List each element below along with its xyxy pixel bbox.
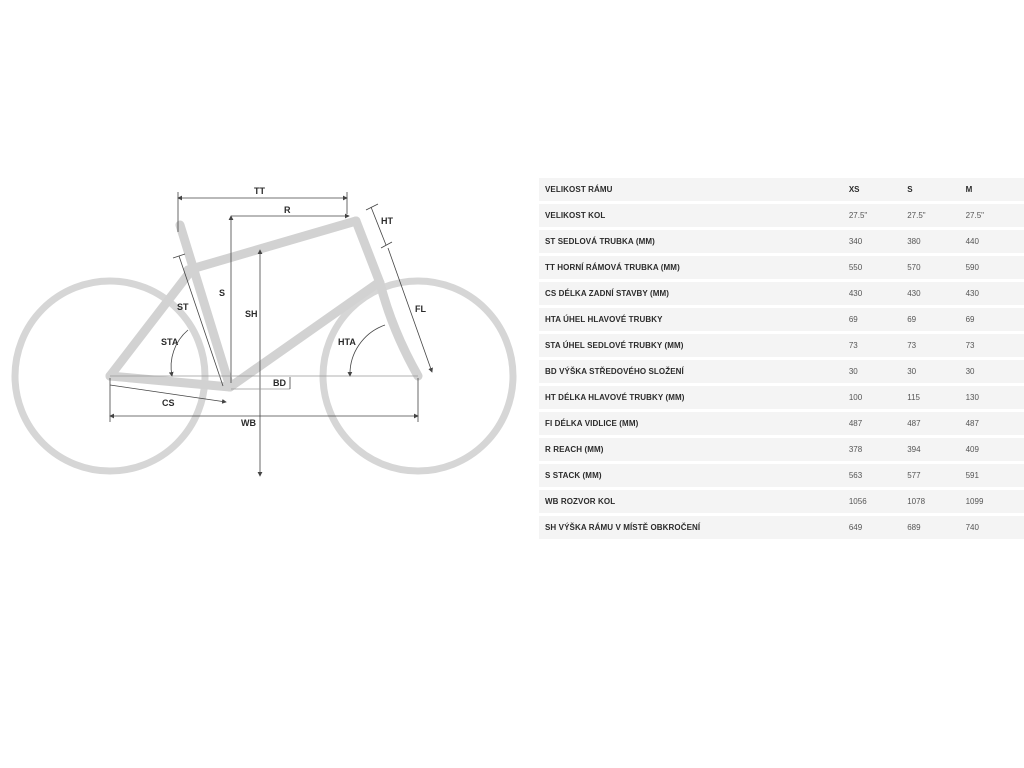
row-label: FI DÉLKA VIDLICE (MM) xyxy=(539,412,849,435)
label-fl: FL xyxy=(415,304,426,314)
table-header-row xyxy=(539,178,1024,201)
label-bd: BD xyxy=(273,378,286,388)
row-label: CS DÉLKA ZADNÍ STAVBY (MM) xyxy=(539,282,849,305)
label-r: R xyxy=(284,205,291,215)
row-value: 740 xyxy=(966,516,1024,539)
table-row xyxy=(539,360,1024,383)
row-label: SH VÝŠKA RÁMU V MÍSTĚ OBKROČENÍ xyxy=(539,516,849,539)
row-value: 1078 xyxy=(907,490,965,513)
row-value: 69 xyxy=(907,308,965,331)
table-row xyxy=(539,490,1024,513)
row-value: 115 xyxy=(907,386,965,409)
table-row xyxy=(539,516,1024,539)
row-value: 563 xyxy=(849,464,907,487)
row-value: 378 xyxy=(849,438,907,461)
table-row xyxy=(539,334,1024,357)
row-value: 30 xyxy=(907,360,965,383)
row-value: 69 xyxy=(849,308,907,331)
row-value: 340 xyxy=(849,230,907,253)
table-row xyxy=(539,412,1024,435)
ht-dimension-line xyxy=(371,207,386,245)
fork xyxy=(380,283,418,376)
row-value: 430 xyxy=(966,282,1024,305)
row-value: 487 xyxy=(966,412,1024,435)
row-value: 570 xyxy=(907,256,965,279)
row-label: WB ROZVOR KOL xyxy=(539,490,849,513)
row-value: 73 xyxy=(966,334,1024,357)
row-value: 1099 xyxy=(966,490,1024,513)
table-row xyxy=(539,282,1024,305)
row-label: BD VÝŠKA STŘEDOVÉHO SLOŽENÍ xyxy=(539,360,849,383)
header-size-s: S xyxy=(907,178,965,201)
row-value: 69 xyxy=(966,308,1024,331)
top-tube xyxy=(188,221,356,270)
row-label: ST SEDLOVÁ TRUBKA (MM) xyxy=(539,230,849,253)
hta-angle-arc xyxy=(350,325,385,376)
label-hta: HTA xyxy=(338,337,356,347)
header-label: VELIKOST RÁMU xyxy=(539,178,849,201)
row-value: 27.5" xyxy=(849,204,907,227)
row-label: HTA ÚHEL HLAVOVÉ TRUBKY xyxy=(539,308,849,331)
row-value: 30 xyxy=(966,360,1024,383)
row-label: S STACK (MM) xyxy=(539,464,849,487)
row-value: 380 xyxy=(907,230,965,253)
row-value: 487 xyxy=(907,412,965,435)
header-size-xs: XS xyxy=(849,178,907,201)
down-tube xyxy=(230,283,378,387)
row-value: 30 xyxy=(849,360,907,383)
row-value: 440 xyxy=(966,230,1024,253)
table-row xyxy=(539,230,1024,253)
row-value: 430 xyxy=(849,282,907,305)
row-value: 689 xyxy=(907,516,965,539)
row-value: 649 xyxy=(849,516,907,539)
row-value: 591 xyxy=(966,464,1024,487)
bike-frame xyxy=(110,221,418,387)
label-sh: SH xyxy=(245,309,258,319)
label-cs: CS xyxy=(162,398,175,408)
row-value: 27.5" xyxy=(907,204,965,227)
chain-stay xyxy=(110,376,230,387)
row-value: 590 xyxy=(966,256,1024,279)
row-value: 73 xyxy=(907,334,965,357)
row-label: R REACH (MM) xyxy=(539,438,849,461)
row-label: HT DÉLKA HLAVOVÉ TRUBKY (MM) xyxy=(539,386,849,409)
row-value: 394 xyxy=(907,438,965,461)
row-value: 487 xyxy=(849,412,907,435)
label-wb: WB xyxy=(241,418,256,428)
row-value: 577 xyxy=(907,464,965,487)
label-ht: HT xyxy=(381,216,393,226)
row-value: 27.5" xyxy=(966,204,1024,227)
label-st: ST xyxy=(177,302,189,312)
table-row xyxy=(539,464,1024,487)
header-size-m: M xyxy=(966,178,1024,201)
table-row xyxy=(539,438,1024,461)
head-tube xyxy=(356,221,380,283)
label-s: S xyxy=(219,288,226,298)
row-value: 73 xyxy=(849,334,907,357)
row-label: VELIKOST KOL xyxy=(539,204,849,227)
table-row xyxy=(539,204,1024,227)
row-label: TT HORNÍ RÁMOVÁ TRUBKA (MM) xyxy=(539,256,849,279)
label-tt: TT xyxy=(254,186,265,196)
row-value: 130 xyxy=(966,386,1024,409)
table-row xyxy=(539,386,1024,409)
table-row xyxy=(539,256,1024,279)
row-value: 409 xyxy=(966,438,1024,461)
row-label: STA ÚHEL SEDLOVÉ TRUBKY (MM) xyxy=(539,334,849,357)
row-value: 1056 xyxy=(849,490,907,513)
row-value: 550 xyxy=(849,256,907,279)
table-row xyxy=(539,308,1024,331)
label-sta: STA xyxy=(161,337,179,347)
row-value: 100 xyxy=(849,386,907,409)
row-value: 430 xyxy=(907,282,965,305)
geometry-table xyxy=(539,175,1024,542)
